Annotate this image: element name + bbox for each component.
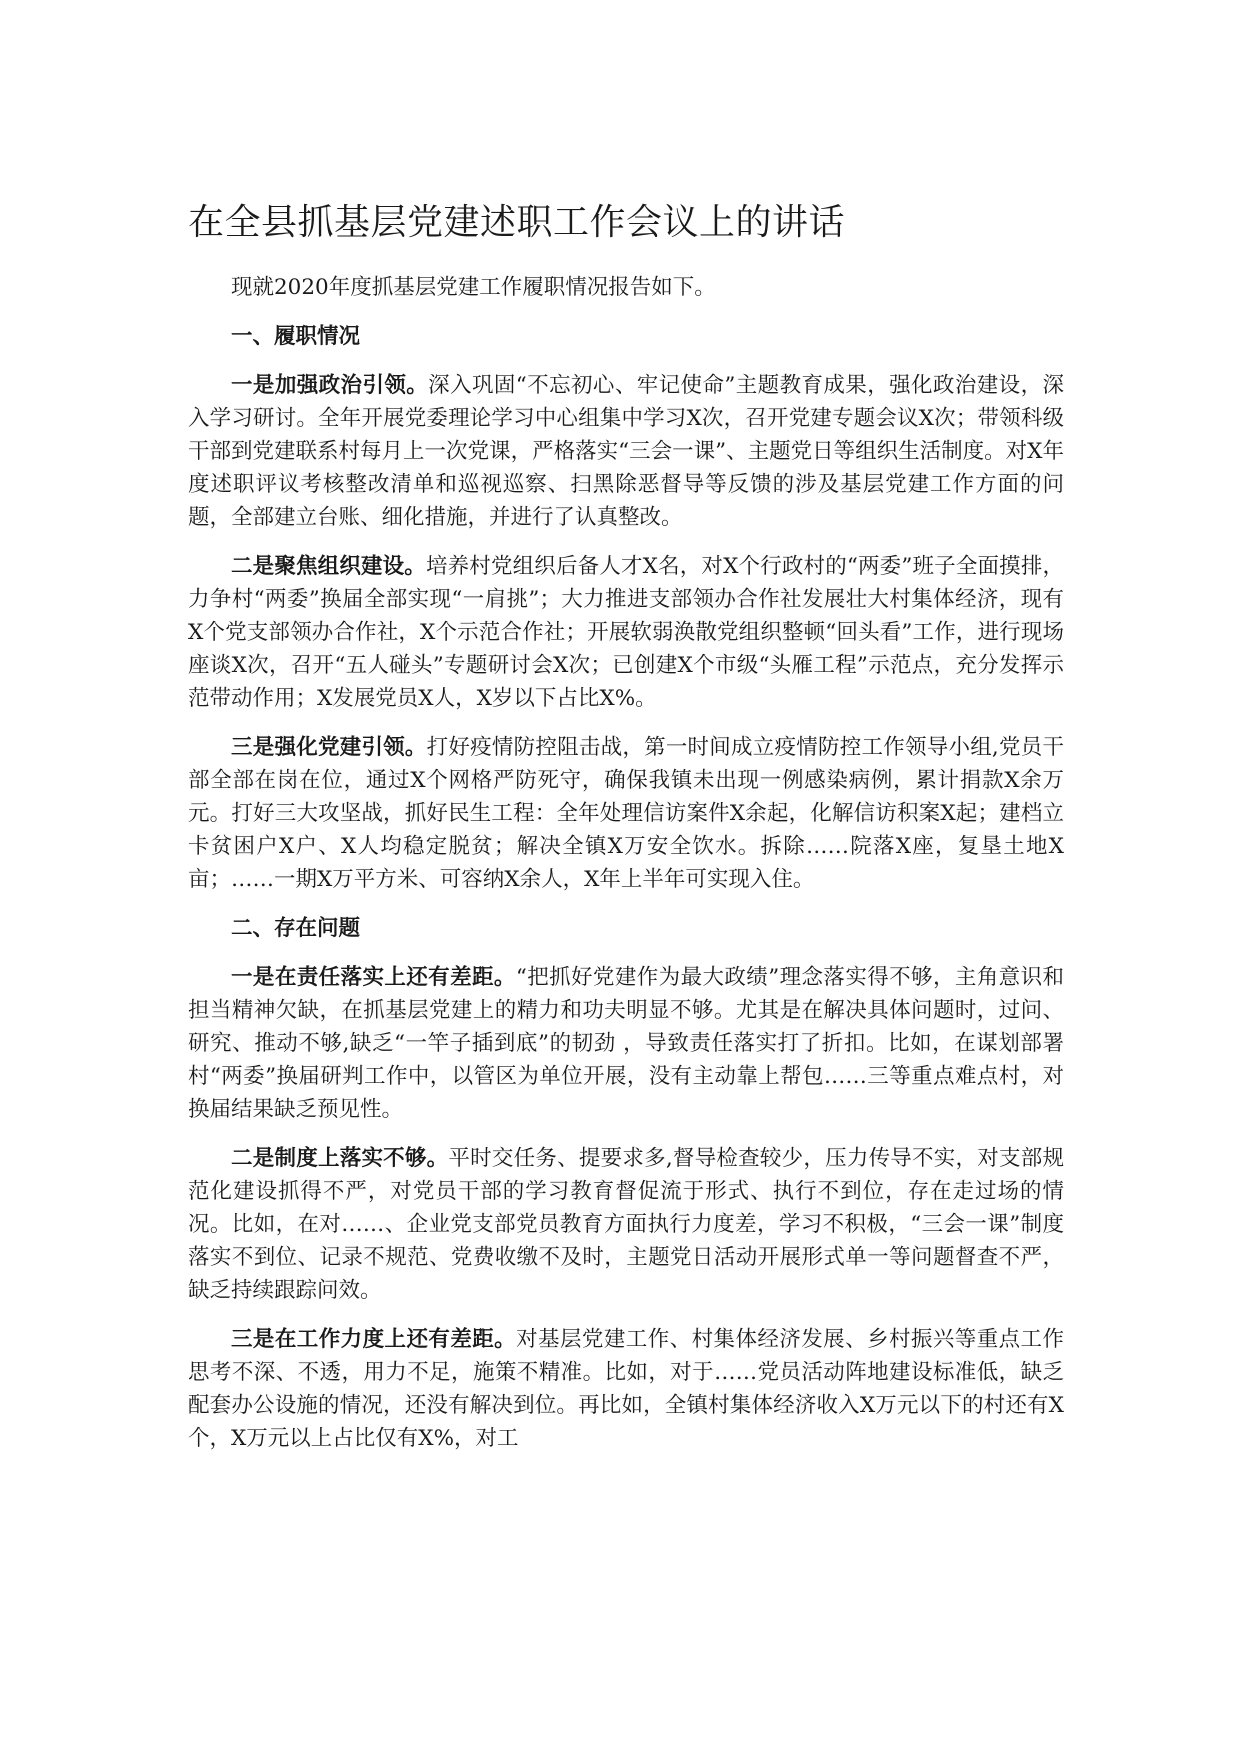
paragraph-lead: 二是制度上落实不够。 [231,1146,449,1171]
body-paragraph [188,961,1064,1126]
intro-paragraph: 现就2020年度抓基层党建工作履职情况报告如下。 [231,275,716,300]
paragraph-text: 打好疫情防控阻击战，第一时间成立疫情防控工作领导小组,党员干部全部在岗在位，通过X个网格严防死守，确保我镇未出现一例感染病例，累计捐款X余万元。打好三大攻坚战，抓好民生工程：全年处理信访案件X余起，化解信访积案X起；建档立卡贫困户X户、X人均稳定脱贫；解决全镇X万安全饮水。拆除……院落X座，复垦土地X亩；……一期X万平方米、可容纳X余人，X年上半年可实现入住。 [188,735,1064,892]
section-heading-problems: 二、存在问题 [231,916,361,941]
section-heading-performance: 一、履职情况 [231,324,361,349]
paragraph-lead: 三是在工作力度上还有差距。 [231,1327,517,1352]
body-paragraph [188,1323,1064,1455]
paragraph-lead: 一是加强政治引领。 [231,373,429,398]
body-paragraph [188,1142,1064,1307]
body-paragraph [188,550,1064,715]
paragraph-text: 培养村党组织后备人才X名，对X个行政村的“两委”班子全面摸排，力争村“两委”换届全部实现“一肩挑”；大力推进支部领办合作社发展壮大村集体经济，现有X个党支部领办合作社，X个示范合作社；开展软弱涣散党组织整顿“回头看”工作，进行现场座谈X次，召开“五人碰头”专题研讨会X次；已创建X个市级“头雁工程”示范点，充分发挥示范带动作用；X发展党员X人，X岁以下占比X%。 [188,554,1064,711]
paragraph-lead: 二是聚焦组织建设。 [231,554,426,579]
paragraph-text: “把抓好党建作为最大政绩”理念落实得不够，主角意识和担当精神欠缺，在抓基层党建上的精力和功夫明显不够。尤其是在解决具体问题时，过问、研究、推动不够,缺乏“一竿子插到底”的韧劲 ，导致责任落实打了折扣。比如，在谋划部署村“两委”换届研判工作中，以管区为单位开展，没有主动靠上帮包……三等重点难点村，对换届结果缺乏预见性。 [188,965,1064,1122]
paragraph-lead: 一是在责任落实上还有差距。 [231,965,516,990]
body-paragraph [188,369,1064,534]
paragraph-text: 对基层党建工作、村集体经济发展、乡村振兴等重点工作思考不深、不透，用力不足，施策不精准。比如，对于……党员活动阵地建设标准低，缺乏配套办公设施的情况，还没有解决到位。再比如，全镇村集体经济收入X万元以下的村还有X个，X万元以上占比仅有X%，对工 [188,1327,1064,1451]
paragraph-text: 深入巩固“不忘初心、牢记使命”主题教育成果，强化政治建设，深入学习研讨。全年开展党委理论学习中心组集中学习X次，召开党建专题会议X次；带领科级干部到党建联系村每月上一次党课，严格落实“三会一课”、主题党日等组织生活制度。对X年度述职评议考核整改清单和巡视巡察、扫黑除恶督导等反馈的涉及基层党建工作方面的问题，全部建立台账、细化措施，并进行了认真整改。 [188,373,1064,530]
paragraph-lead: 三是强化党建引领。 [231,735,427,760]
document-title: 在全县抓基层党建述职工作会议上的讲话 [188,202,846,243]
document-page [188,195,1064,1455]
body-paragraph [188,731,1064,896]
paragraph-text: 平时交任务、提要求多,督导检查较少，压力传导不实，对支部规范化建设抓得不严，对党员干部的学习教育督促流于形式、执行不到位，存在走过场的情况。比如，在对……、企业党支部党员教育方面执行力度差，学习不积极，“三会一课”制度落实不到位、记录不规范、党费收缴不及时，主题党日活动开展形式单一等问题督查不严，缺乏持续跟踪问效。 [188,1146,1064,1303]
